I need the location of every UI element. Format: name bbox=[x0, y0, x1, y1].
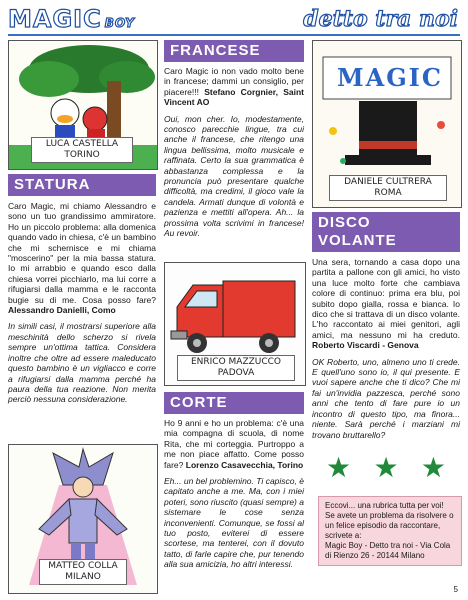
star-icon: ★ bbox=[373, 452, 399, 483]
magazine-logo bbox=[8, 6, 135, 36]
disco-heading bbox=[312, 212, 460, 252]
francese-reply: Oui, mon cher. Io, modestamente, conosco parecchie lingue, tra cui anche il francese, che ritengo una lingua bellissima, molto musicale e raffinata. Certo la sua grammatica è abbastanza complessa e la pronuncia può presentare qualche difficoltà, ma credimi, il gioco vale la candela. Armati dunque di volontà e pazienza e mettiti all'opera. Ah... la prossima volta scrivimi in francese! Au revoir. bbox=[164, 113, 304, 239]
disco-signature: Roberto Viscardi - Genova bbox=[312, 340, 419, 351]
francese-signature: Stefano Corgnier, Saint Vincent AO bbox=[164, 86, 304, 108]
header-rule bbox=[8, 34, 460, 36]
disco-letter-body: Una sera, tornando a casa dopo una partita a pallone con gli amici, ho visto una luce molto forte che cambiava colore di continuo: prima era blu, poi subito dopo gialla, rossa e bianca. Io dico che si trattava di un disco volante. L'ho raccontato ai miei genitori, agli amici, ma nessuno mi ha creduto. bbox=[312, 257, 460, 340]
corte-signature: Lorenzo Casavecchia, Torino bbox=[185, 459, 304, 470]
star-icon: ★ bbox=[420, 452, 446, 483]
contact-address: Magic Boy - Detto tra noi - Via Cola di Rienzo 26 - 20144 Milano bbox=[325, 541, 451, 560]
contact-intro: Eccovi... una rubrica tutta per voi! Se avete un problema da risolvere o un felice episodio da raccontare, scrivete a: bbox=[325, 501, 454, 540]
disco-reply: OK Roberto, uno, almeno uno ti crede. E quell'uno sono io, il qui presente. E vuoi sapere anche che ti dico? Che mi fai un'invidia pazzesca, perché sono anni che tento di fare pure io un incontro di questo tipo, ma finora... niente. Sarà perché i marziani mi trovano bruttarello? bbox=[312, 356, 460, 440]
caption-city: TORINO bbox=[64, 150, 100, 160]
drawing-enrico bbox=[164, 262, 306, 386]
disco-letter bbox=[312, 257, 460, 351]
brand-title: MAGIC bbox=[8, 5, 102, 33]
corte-reply: Eh... un bel problemino. Ti capisco, è capitato anche a me. Ma, con i miei poteri, sono riuscito (quasi sempre) a sistemare le cose senza inconvenienti. Comunque, se fossi al tuo posto, eviterei di essere scortese, ma tenterei, con il dovuto tatto, di farle capire che, pur tenendo alla sua amicizia, ho altri interessi. bbox=[164, 476, 304, 570]
drawing-matteo bbox=[8, 444, 158, 594]
francese-section bbox=[164, 40, 304, 239]
caption-name: DANIELE CULTRERA bbox=[344, 177, 432, 187]
disco-heading-line1: DISCO bbox=[318, 214, 371, 231]
francese-letter-body: Caro Magic io non vado molto bene in francese; dammi un consiglio, per piacere!!! bbox=[164, 66, 304, 97]
corte-section bbox=[164, 392, 304, 570]
page-number: 5 bbox=[453, 585, 458, 594]
section-title: detto tra noi bbox=[303, 6, 458, 32]
brand-subtitle: BOY bbox=[104, 16, 135, 30]
caption-city: MILANO bbox=[65, 572, 101, 582]
drawing-caption-matteo bbox=[39, 559, 127, 585]
stars-row bbox=[326, 454, 446, 482]
stature-letter bbox=[8, 201, 156, 315]
caption-name: LUCA CASTELLA bbox=[45, 139, 119, 149]
disco-section bbox=[312, 212, 460, 440]
drawing-luca bbox=[8, 40, 158, 170]
contact-box bbox=[318, 496, 462, 566]
drawing-caption-enrico bbox=[177, 355, 295, 381]
corte-letter bbox=[164, 418, 304, 470]
francese-letter bbox=[164, 66, 304, 108]
stature-reply: In simili casi, il mostrarsi superiore alla meschinità dello scherzo si rivela sempre un'ottima tattica. Considera inoltre che oltre ad essere maleducato questo bambino è un vigliacco e corre a rifugiarsi dalla mamma perché ha paura della tua reazione. Non merita perciò nessuna considerazione. bbox=[8, 321, 156, 405]
magic-board-text: MAGIC bbox=[337, 63, 444, 92]
corte-letter-body: Ho 9 anni e ho un problema: c'è una mia compagna di scuola, di nome Rita, che mi corteggia. Purtroppo a me non piace affatto. Come posso fare? bbox=[164, 418, 304, 470]
corte-heading: CORTE bbox=[164, 392, 304, 414]
caption-name: ENRICO MAZZUCCO bbox=[190, 357, 282, 367]
francese-heading: FRANCESE bbox=[164, 40, 304, 62]
drawing-caption-daniele bbox=[329, 175, 447, 201]
drawing-daniele bbox=[312, 40, 462, 208]
disco-heading-line2: VOLANTE bbox=[318, 232, 397, 249]
star-icon: ★ bbox=[326, 452, 352, 483]
stature-heading: STATURA bbox=[8, 174, 156, 196]
caption-name: MATTEO COLLA bbox=[48, 561, 118, 571]
stature-section bbox=[8, 174, 156, 405]
caption-city: PADOVA bbox=[217, 368, 255, 378]
stature-signature: Alessandro Danielli, Como bbox=[8, 305, 116, 316]
drawing-caption-luca bbox=[31, 137, 133, 163]
caption-city: ROMA bbox=[374, 188, 402, 198]
stature-letter-body: Caro Magic, mi chiamo Alessandro e sono un tuo grandissimo ammiratore. Ho un piccolo problema: alla domenica quando vado in chiesa, c'è un bambino che mi schernisce e mi chiama "moscerino" per la mia bassa statura. Io mi arrabbio e quando esco dalla chiesa vorrei picchiarlo, ma lui corre a rifugiarsi dalla mamma e le racconta bugie su di me. Cosa posso fare? bbox=[8, 201, 156, 305]
